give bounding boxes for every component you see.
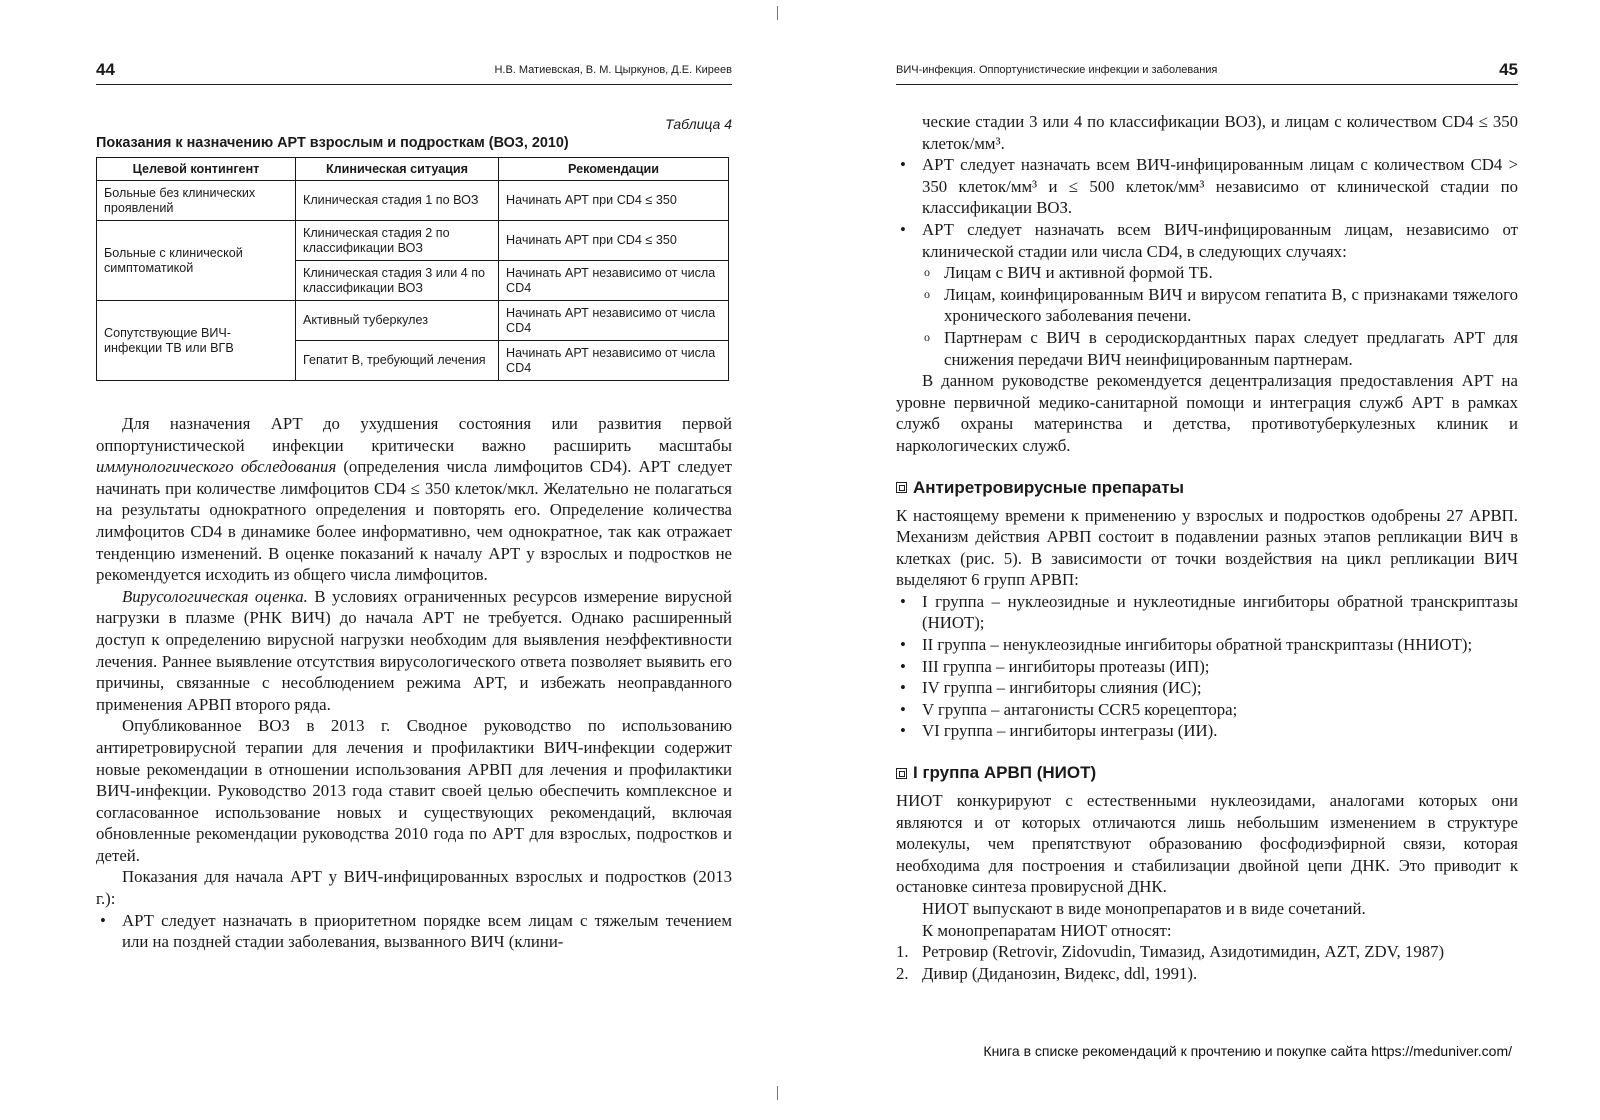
contingent-cell: Больные без клинических проявлений [97,181,296,221]
list-item: • I группа – нуклеозидные и нуклеотидные ингибиторы обратной транскриптазы (НИОТ); [896,591,1518,634]
contingent-cell: Сопутствующие ВИЧ-инфекции ТВ или ВГВ [97,301,296,381]
section-heading [896,477,1518,499]
column-header: Клиническая ситуация [296,158,499,181]
page-number: 45 [1499,60,1518,79]
heading-text: Антиретровирусные препараты [913,477,1185,497]
bullet-list [96,910,732,953]
table-title: Показания к назначению АРТ взрослым и подросткам (ВОЗ, 2010) [96,135,569,151]
page-number: 44 [96,60,115,79]
running-header-right [896,62,1518,85]
list-item: • III группа – ингибиторы протеазы (ИП); [896,656,1518,678]
recommendation-cell: Начинать АРТ независимо от числа CD4 [499,261,729,301]
paragraph-virology [96,586,732,716]
section-marker-icon [896,768,907,779]
list-item: • II группа – ненуклеозидные ингибиторы обратной транскриптазы (ННИОТ); [896,634,1518,656]
text-run: (определения числа лимфоцитов CD4). АРТ следует начинать при количестве лимфоцитов CD4 ≤ 350 клеток/мкл. Желательно не полагаться на результаты однократного определения и повторять его. Определение количества лимфоцитов CD4 в динамике более информативно, чем однократное, так как отражает тенденцию изменений. В оценке показаний к началу АРТ у взрослых и подростков не рекомендуется исходить из общего числа лимфоцитов. [96,457,732,585]
left-body-text [96,413,732,953]
item-number: 2. [896,963,909,983]
paragraph-release: НИОТ выпускают в виде монопрепаратов и в виде сочетаний. [922,899,1366,918]
sub-bullet-list [896,262,1518,370]
right-body-text [896,111,1518,984]
paragraph-decentralization: В данном руководстве рекомендуется децентрализация предоставления АРТ на уровне первичной медико-санитарной помощи и интеграция служб АРТ в рамках служб охраны материнства и детства, противотуберкулезных клиник и наркологических служб. [896,371,1518,455]
paragraph-indications: Показания для начала АРТ у ВИЧ-инфицированных взрослых и подростков (2013 г.): [96,867,732,909]
continued-text: ческие стадии 3 или 4 по классификации ВОЗ), и лицам с количеством CD4 ≤ 350 клеток/мм³. [922,112,1518,153]
bullet-list [896,154,1518,262]
table-label: Таблица 4 [665,116,732,132]
section-heading [896,762,1518,784]
italic-term: Вирусологическая оценка. [122,586,308,606]
arvp-groups-list [896,591,1518,742]
gutter-mark-top [777,6,778,20]
list-item: • V группа – антагонисты CCR5 корецептора; [896,699,1518,721]
paragraph-mono: К монопрепаратам НИОТ относят: [922,920,1172,940]
list-item [896,963,1518,985]
table-row [97,181,729,221]
column-header: Целевой контингент [97,158,296,181]
running-title: ВИЧ-инфекция. Оппортунистические инфекции и заболевания [896,64,1218,76]
indications-table [96,157,729,381]
list-item [896,941,1518,963]
recommendation-cell: Начинать АРТ независимо от числа CD4 [499,341,729,381]
situation-cell: Клиническая стадия 3 или 4 по классификации ВОЗ [296,261,499,301]
running-title: Н.В. Матиевская, В. М. Цыркунов, Д.Е. Киреев [494,64,732,76]
situation-cell: Гепатит В, требующий лечения [296,341,499,381]
table-row [97,221,729,261]
text-run: Для назначения АРТ до ухудшения состояния или развития первой оппортунистической инфекции критически важно расширить масштабы [96,414,732,455]
list-item: • АРТ следует назначать всем ВИЧ-инфицированным лицам, независимо от клинической стадии или числа CD4, в следующих случаях: [896,219,1518,262]
item-number: 1. [896,942,909,962]
recommendation-cell: Начинать АРТ независимо от числа CD4 [499,301,729,341]
column-header: Рекомендации [499,158,729,181]
paragraph-niot: НИОТ конкурируют с естественными нуклеозидами, аналогами которых они являются и от которых отличаются лишь небольшим изменением в структуре молекулы, чем препятствуют образованию фосфодиэфирной связи, которая необходима для построения и стабилизации двойной цепи ДНК. Это приводит к остановке синтеза провирусной ДНК. [896,791,1518,897]
item-text: Ретровир (Retrovir, Zidovudin, Тимазид, Азидотимидин, AZT, ZDV, 1987) [922,942,1445,962]
right-page [896,0,1518,1120]
list-item: • АРТ следует назначать всем ВИЧ-инфицированным лицам с количеством CD4 > 350 клеток/мм³ и ≤ 500 клеток/мм³ независимо от клинической стадии по классификации ВОЗ. [896,154,1518,219]
left-page [96,0,732,1120]
italic-term: иммунологического обследования [96,457,337,477]
list-item: • АРТ следует назначать в приоритетном порядке всем лицам с тяжелым течением или на поздней стадии заболевания, вызванного ВИЧ (клини- [96,910,732,953]
contingent-cell: Больные с клинической симптоматикой [97,221,296,301]
paragraph-guideline-2013: Опубликованное ВОЗ в 2013 г. Сводное руководство по использованию антиретровирусной терапии для лечения и профилактики ВИЧ-инфекции содержит новые рекомендации в отношении использования АРВП для лечения и профилактики ВИЧ-инфекции. Руководство 2013 года ставит своей целью обеспечить комплексное и согласованное использование новых и существующих рекомендаций, включая обновленные рекомендации руководства 2010 года по АРТ для взрослых, подростков и детей. [96,716,732,865]
paragraph-cd4 [96,413,732,586]
situation-cell: Активный туберкулез [296,301,499,341]
list-item: o Лицам с ВИЧ и активной формой ТБ. [896,262,1518,284]
list-item: • IV группа – ингибиторы слияния (ИС); [896,677,1518,699]
text-run: В условиях ограниченных ресурсов измерение вирусной нагрузки в плазме (РНК ВИЧ) до начала АРТ не требуется. Однако расширенный доступ к определению вирусной нагрузки необходим для выявления неэффективности лечения. Раннее выявление отсутствия вирусологического ответа позволяет выявить его причины, связанные с несоблюдением режима АРТ, и избежать неоправданного применения АРВП второго ряда. [96,586,732,714]
situation-cell: Клиническая стадия 1 по ВОЗ [296,181,499,221]
item-text: Дивир (Диданозин, Видекс, ddl, 1991). [922,963,1198,983]
drug-list [896,941,1518,984]
heading-text: I группа АРВП (НИОТ) [913,763,1097,783]
list-item: o Лицам, коинфицированным ВИЧ и вирусом гепатита В, с признаками тяжелого хронического заболевания печени. [896,284,1518,327]
running-header-left [96,62,732,85]
recommendation-cell: Начинать АРТ при CD4 ≤ 350 [499,221,729,261]
recommendation-cell: Начинать АРТ при CD4 ≤ 350 [499,181,729,221]
section-marker-icon [896,482,907,493]
footer-note: Книга в списке рекомендаций к прочтению и покупке сайта https://meduniver.com/ [983,1043,1512,1059]
list-item: o Партнерам с ВИЧ в серодискордантных парах следует предлагать АРТ для снижения передачи ВИЧ неинфицированным партнерам. [896,327,1518,370]
table-header-row [97,158,729,181]
list-item: • VI группа – ингибиторы интегразы (ИИ). [896,720,1518,742]
situation-cell: Клиническая стадия 2 по классификации ВОЗ [296,221,499,261]
gutter-mark-bottom [777,1086,778,1100]
paragraph-arvp: К настоящему времени к применению у взрослых и подростков одобрены 27 АРВП. Механизм действия АРВП состоит в подавлении разных этапов репликации ВИЧ в клетках (рис. 5). В зависимости от точки воздействия на цикл репликации ВИЧ выделяют 6 групп АРВП: [896,505,1518,590]
table-row [97,301,729,341]
